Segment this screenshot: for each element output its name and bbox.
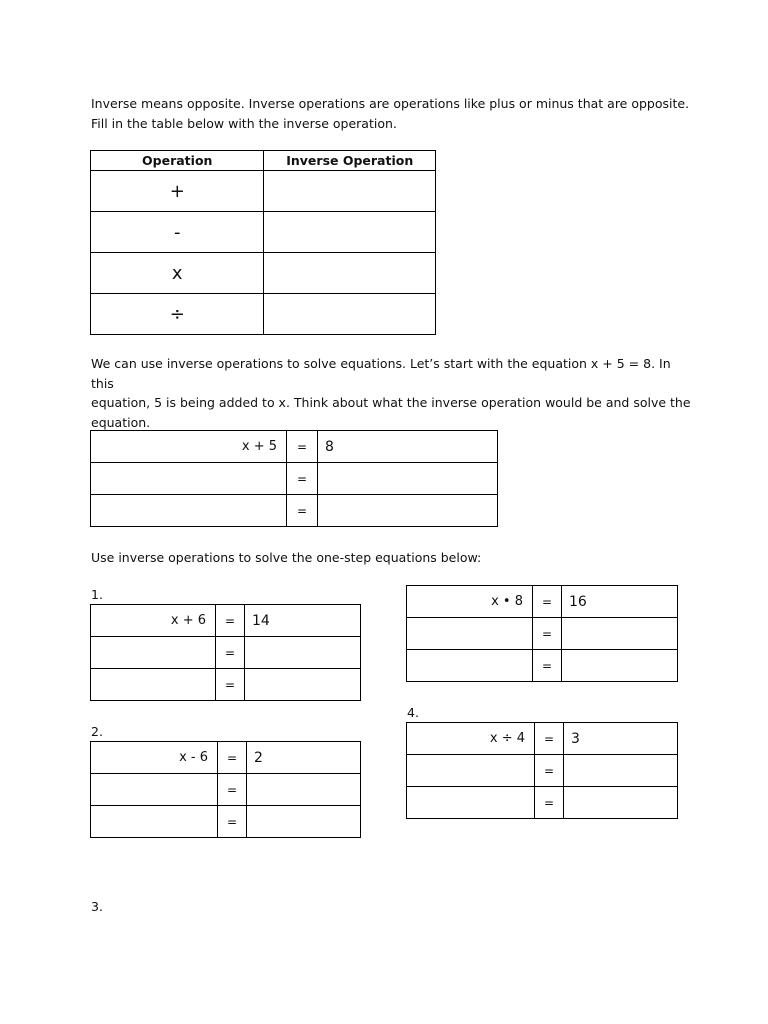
- equals-sign: =: [535, 787, 564, 819]
- work-row: [407, 787, 678, 819]
- equation-row: [407, 723, 678, 755]
- work-lhs-cell[interactable]: [91, 774, 218, 806]
- work-rhs-cell[interactable]: [245, 637, 361, 669]
- problem-2-label: 2.: [91, 724, 103, 739]
- equals-sign: =: [218, 774, 247, 806]
- problem-1-label: 1.: [91, 587, 103, 602]
- problem-2-table: [90, 741, 361, 838]
- work-rhs-cell[interactable]: [318, 495, 498, 527]
- equals-sign: =: [533, 650, 562, 682]
- work-lhs-cell[interactable]: [91, 806, 218, 838]
- work-row: [407, 618, 678, 650]
- table-row: [91, 171, 436, 212]
- work-rhs-cell[interactable]: [564, 755, 678, 787]
- equals-sign: =: [216, 605, 245, 637]
- equation-rhs: 16: [562, 586, 678, 618]
- equation-row: [407, 586, 678, 618]
- table-row: [91, 253, 436, 294]
- equation-row: [91, 605, 361, 637]
- operation-plus: +: [91, 171, 264, 212]
- work-lhs-cell[interactable]: [91, 463, 287, 495]
- work-rhs-cell[interactable]: [562, 618, 678, 650]
- inverse-operation-header: Inverse Operation: [264, 151, 436, 171]
- work-row: [91, 774, 361, 806]
- equation-rhs: 3: [564, 723, 678, 755]
- equals-sign: =: [287, 463, 318, 495]
- equals-sign: =: [287, 495, 318, 527]
- work-lhs-cell[interactable]: [407, 755, 535, 787]
- inverse-cell-times[interactable]: [264, 253, 436, 294]
- equation-rhs: 14: [245, 605, 361, 637]
- work-rhs-cell[interactable]: [318, 463, 498, 495]
- equals-sign: =: [535, 723, 564, 755]
- mid-line-2: equation, 5 is being added to x. Think about what the inverse operation would be and solve the: [91, 395, 691, 410]
- equation-lhs: x ÷ 4: [407, 723, 535, 755]
- equals-sign: =: [533, 618, 562, 650]
- inverse-operations-table: [90, 150, 436, 335]
- equation-rhs: 8: [318, 431, 498, 463]
- work-row: [91, 806, 361, 838]
- operation-minus: -: [91, 212, 264, 253]
- problem-4-label: 4.: [407, 705, 419, 720]
- equation-lhs: x + 6: [91, 605, 216, 637]
- work-lhs-cell[interactable]: [407, 787, 535, 819]
- problem-3-table: [406, 585, 678, 682]
- work-lhs-cell[interactable]: [407, 618, 533, 650]
- table-row: [91, 212, 436, 253]
- problem-1-table: [90, 604, 361, 701]
- operation-header: Operation: [91, 151, 264, 171]
- work-rhs-cell[interactable]: [562, 650, 678, 682]
- table-row: [91, 294, 436, 335]
- work-lhs-cell[interactable]: [91, 669, 216, 701]
- equation-lhs: x • 8: [407, 586, 533, 618]
- equals-sign: =: [287, 431, 318, 463]
- work-row: [91, 495, 498, 527]
- work-lhs-cell[interactable]: [91, 495, 287, 527]
- work-row: [407, 650, 678, 682]
- equation-row: [91, 431, 498, 463]
- operation-times: x: [91, 253, 264, 294]
- inverse-cell-minus[interactable]: [264, 212, 436, 253]
- equals-sign: =: [216, 637, 245, 669]
- equation-rhs: 2: [247, 742, 361, 774]
- equals-sign: =: [533, 586, 562, 618]
- work-rhs-cell[interactable]: [564, 787, 678, 819]
- operation-divide: ÷: [91, 294, 264, 335]
- intro-line-2: Fill in the table below with the inverse operation.: [91, 115, 397, 131]
- work-lhs-cell[interactable]: [91, 637, 216, 669]
- instructions-text: Use inverse operations to solve the one-step equations below:: [91, 550, 482, 565]
- problem-4-table: [406, 722, 678, 819]
- work-row: [91, 463, 498, 495]
- work-row: [91, 669, 361, 701]
- equation-lhs: x - 6: [91, 742, 218, 774]
- work-row: [407, 755, 678, 787]
- equation-row: [91, 742, 361, 774]
- mid-line-3: equation.: [91, 414, 151, 430]
- work-lhs-cell[interactable]: [407, 650, 533, 682]
- equals-sign: =: [218, 742, 247, 774]
- mid-line-1: We can use inverse operations to solve equations. Let’s start with the equation x + 5 = 8. In this: [91, 356, 671, 391]
- work-rhs-cell[interactable]: [247, 806, 361, 838]
- equation-lhs: x + 5: [91, 431, 287, 463]
- inverse-cell-divide[interactable]: [264, 294, 436, 335]
- work-row: [91, 637, 361, 669]
- equals-sign: =: [218, 806, 247, 838]
- inverse-cell-plus[interactable]: [264, 171, 436, 212]
- problem-3-label: 3.: [91, 899, 103, 914]
- work-rhs-cell[interactable]: [247, 774, 361, 806]
- example-explanation: [91, 354, 691, 432]
- equals-sign: =: [535, 755, 564, 787]
- equals-sign: =: [216, 669, 245, 701]
- intro-text: [91, 94, 731, 133]
- example-equation-table: [90, 430, 498, 527]
- work-rhs-cell[interactable]: [245, 669, 361, 701]
- intro-line-1: Inverse means opposite. Inverse operations are operations like plus or minus that are opposite.: [91, 96, 690, 111]
